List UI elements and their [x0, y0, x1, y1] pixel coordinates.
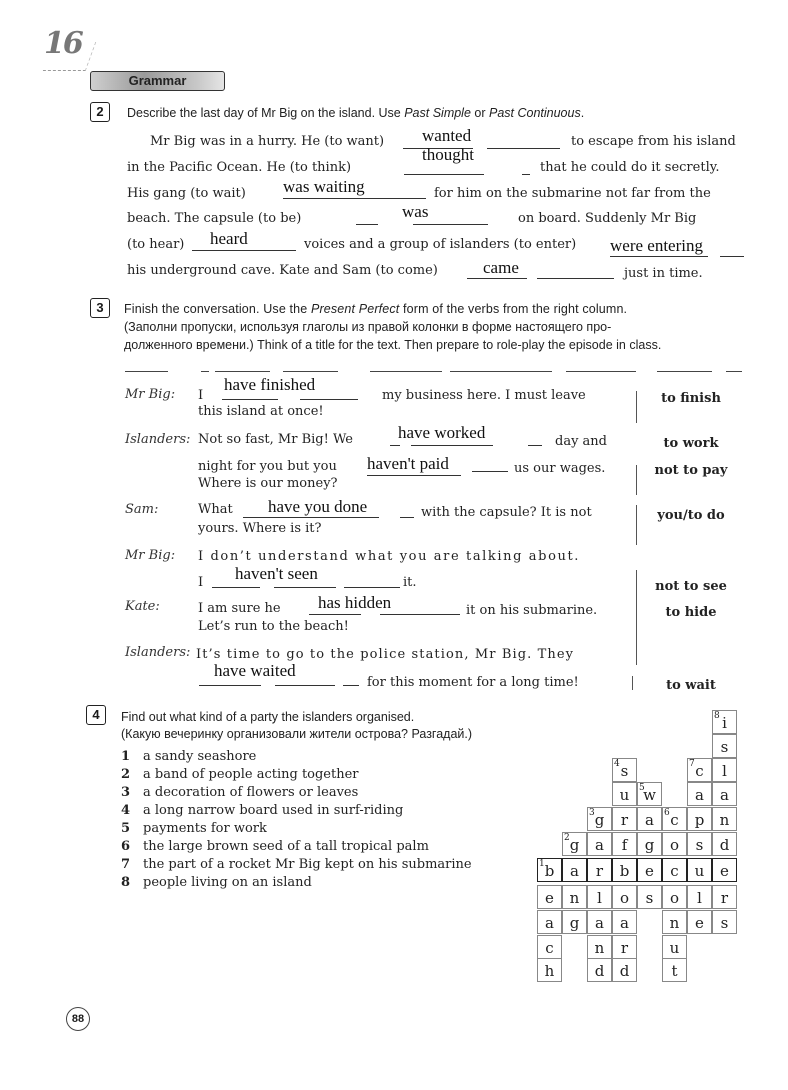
speaker-mr-big-2: Mr Big:	[125, 548, 176, 563]
speaker-islanders-2: Islanders:	[125, 645, 191, 660]
section-tag	[90, 71, 225, 91]
ex2-blank-5b	[610, 255, 708, 257]
dlg3-pre: What	[198, 502, 233, 517]
cell-letter: g	[594, 811, 605, 829]
crossword-cell[interactable]	[612, 858, 637, 882]
dlg4-answer[interactable]: haven't seen	[235, 564, 318, 583]
cell-letter: u	[619, 786, 630, 804]
ex2-line-4: beach. The capsule (to be)	[127, 211, 302, 226]
ex2-line-6: his underground cave. Kate and Sam (to come)	[127, 263, 438, 278]
dlg6-answer[interactable]: have waited	[214, 661, 296, 680]
cell-letter: g	[569, 914, 580, 932]
clue-number: 1	[539, 859, 545, 869]
cell-letter: l	[722, 762, 727, 780]
clue-5: 5 payments for work	[121, 821, 267, 836]
exercise-4-instruction-2: (Какую вечеринку организовали жители острова? Разгадай.)	[121, 727, 473, 741]
dlg2-line3: Where is our money?	[198, 476, 338, 491]
divider	[636, 465, 637, 495]
cell-letter: n	[594, 939, 605, 957]
dlg1-answer[interactable]: have finished	[224, 375, 316, 394]
dlg2-answer2[interactable]: haven't paid	[367, 454, 449, 473]
crossword-cell[interactable]	[562, 832, 587, 856]
dlg6-line1: It’s time to go to the police station, Mr Big. They	[196, 647, 575, 662]
section-label: Grammar	[128, 73, 187, 88]
dlg2-blank2b	[472, 470, 508, 472]
dlg1-pre: I	[198, 388, 204, 403]
verb-to-wait: to wait	[666, 678, 716, 693]
cell-letter: d	[619, 962, 630, 980]
cell-letter: i	[722, 714, 727, 732]
title-blank-8	[657, 371, 712, 373]
cell-letter: a	[595, 914, 604, 932]
exercise-3-instruction-2: (Заполни пропуски, используя глаголы из правой колонки в форме настоящего про-	[124, 320, 612, 334]
crossword-cell[interactable]	[687, 832, 712, 856]
crossword-cell[interactable]	[587, 958, 612, 982]
dlg2-blank-c	[528, 444, 542, 446]
crossword-cell[interactable]	[687, 782, 712, 806]
ex2-answer-5[interactable]: heard	[210, 229, 248, 248]
verb-to-work: to work	[663, 436, 719, 451]
dlg2-answer[interactable]: have worked	[398, 423, 486, 442]
cell-letter: a	[570, 862, 579, 880]
dlg2-line2-post: us our wages.	[514, 461, 606, 476]
cell-letter: c	[695, 762, 704, 780]
exercise-2-number: 2	[90, 102, 110, 122]
cell-letter: e	[545, 889, 554, 907]
cell-letter: a	[620, 914, 629, 932]
cell-letter: h	[544, 962, 555, 980]
dlg2-post: day and	[555, 434, 607, 449]
crossword-cell[interactable]	[637, 782, 662, 806]
dlg6-blank	[199, 684, 261, 686]
dlg5-answer[interactable]: has hidden	[318, 593, 392, 612]
ex2-answer-1[interactable]: wanted	[422, 126, 472, 145]
cell-letter: s	[720, 914, 729, 932]
ex2-line-3: His gang (to wait)	[127, 186, 246, 201]
crossword-cell[interactable]	[612, 832, 637, 856]
cell-letter: f	[621, 836, 628, 854]
crossword-cell[interactable]	[662, 858, 687, 882]
dlg3-answer[interactable]: have you done	[268, 497, 368, 516]
crossword-cell[interactable]	[537, 858, 562, 882]
verb-not-to-see: not to see	[655, 579, 727, 594]
clue-number: 8	[714, 711, 720, 721]
clue-number: 2	[564, 833, 570, 843]
crossword-cell[interactable]	[712, 832, 737, 856]
clue-number: 5	[639, 783, 645, 793]
crossword-cell[interactable]	[712, 758, 737, 782]
dlg5-blank-b	[380, 613, 460, 615]
title-blank-3	[215, 371, 270, 373]
crossword-cell[interactable]	[687, 758, 712, 782]
dlg4-line1: I don’t understand what you are talking about.	[198, 549, 581, 564]
crossword-cell[interactable]	[587, 832, 612, 856]
dlg5-line2: Let’s run to the beach!	[198, 619, 349, 634]
dlg6-blank-b	[275, 684, 335, 686]
divider	[636, 505, 637, 545]
title-blank-9	[726, 371, 742, 373]
clue-6: 6 the large brown seed of a tall tropical palm	[121, 839, 429, 854]
dlg3-blank	[243, 516, 379, 518]
exercise-3-number: 3	[90, 298, 110, 318]
crossword-cell[interactable]	[537, 910, 562, 934]
cell-letter: g	[644, 836, 655, 854]
verb-not-to-pay: not to pay	[654, 463, 728, 478]
dlg6-post: for this moment for a long time!	[367, 675, 579, 690]
cell-letter: l	[597, 889, 602, 907]
ex2-answer-4[interactable]: was	[402, 202, 429, 221]
divider	[636, 570, 637, 665]
dlg1-line2: this island at once!	[198, 404, 324, 419]
cell-letter: s	[645, 889, 654, 907]
dlg1-blank-b	[300, 398, 358, 400]
ex2-blank-2b	[522, 173, 530, 175]
clue-2: 2 a band of people acting together	[121, 767, 359, 782]
dlg4-post: it.	[403, 575, 417, 590]
crossword-cell[interactable]	[687, 858, 712, 882]
crossword-cell[interactable]	[637, 807, 662, 831]
clue-3: 3 a decoration of flowers or leaves	[121, 785, 359, 800]
crossword-cell[interactable]	[587, 935, 612, 959]
cell-letter: s	[720, 738, 729, 756]
ex2-blank-4a	[356, 223, 378, 225]
cell-letter: p	[694, 811, 705, 829]
crossword-cell[interactable]	[662, 832, 687, 856]
clue-number: 4	[614, 759, 620, 769]
clue-list	[121, 749, 472, 893]
cell-letter: o	[619, 889, 630, 907]
crossword-cell[interactable]	[662, 958, 687, 982]
cell-letter: t	[671, 962, 678, 980]
ex2-blank-5c	[720, 255, 744, 257]
dlg4-pre: I	[198, 575, 204, 590]
crossword-cell[interactable]	[637, 858, 662, 882]
cell-letter: d	[719, 836, 730, 854]
cell-letter: c	[545, 939, 554, 957]
cell-letter: u	[669, 939, 680, 957]
crossword-cell[interactable]	[537, 958, 562, 982]
crossword-cell[interactable]	[562, 858, 587, 882]
crossword-cell[interactable]	[712, 807, 737, 831]
cell-letter: a	[595, 836, 604, 854]
dlg3-line2: yours. Where is it?	[198, 521, 322, 536]
divider	[636, 391, 637, 423]
verb-you-to-do: you/to do	[657, 508, 725, 523]
cell-letter: o	[669, 889, 680, 907]
crossword-cell[interactable]	[662, 910, 687, 934]
ex2-line-4-post: on board. Suddenly Mr Big	[518, 211, 697, 226]
crossword-cell[interactable]	[712, 782, 737, 806]
speaker-islanders: Islanders:	[125, 432, 191, 447]
crossword-cell[interactable]	[712, 885, 737, 909]
cell-letter: r	[720, 889, 729, 907]
title-blank-4	[283, 371, 338, 373]
ex2-answer-3[interactable]: was waiting	[283, 177, 365, 196]
ex2-blank-2	[404, 173, 484, 175]
cell-letter: w	[643, 786, 656, 804]
cell-letter: c	[670, 811, 679, 829]
crossword-cell[interactable]	[712, 710, 737, 734]
cell-letter: d	[594, 962, 605, 980]
cell-letter: o	[669, 836, 680, 854]
exercise-3-instruction-3: долженного времени.) Think of a title for the text. Then prepare to role-play the episode in class.	[124, 338, 662, 352]
crossword-cell[interactable]	[587, 858, 612, 882]
clue-8: 8 people living on an island	[121, 875, 312, 890]
crossword-cell[interactable]	[712, 858, 737, 882]
crossword-cell[interactable]	[612, 935, 637, 959]
cell-letter: a	[695, 786, 704, 804]
ex2-blank-6	[467, 277, 527, 279]
clue-number: 3	[589, 808, 595, 818]
clue-number: 7	[689, 759, 695, 769]
cell-letter: r	[595, 862, 604, 880]
dlg4-blank-b	[274, 586, 336, 588]
cell-letter: c	[670, 862, 679, 880]
title-blank-7	[566, 371, 636, 373]
unit-number: 16	[44, 26, 82, 61]
ex2-line-5: (to hear)	[127, 237, 185, 252]
ex2-blank-3	[283, 197, 426, 199]
dlg4-blank	[212, 586, 260, 588]
dlg5-pre: I am sure he	[198, 601, 281, 616]
clue-7: 7 the part of a rocket Mr Big kept on his submarine	[121, 857, 472, 872]
speaker-sam: Sam:	[125, 502, 159, 517]
crossword-cell[interactable]	[537, 885, 562, 909]
dlg5-post: it on his submarine.	[466, 603, 598, 618]
crossword-cell[interactable]	[662, 935, 687, 959]
title-blank-1[interactable]	[125, 371, 168, 373]
title-blank-6	[450, 371, 552, 373]
speaker-kate: Kate:	[125, 599, 160, 614]
cell-letter: n	[669, 914, 680, 932]
verb-to-hide: to hide	[665, 605, 717, 620]
crossword-cell[interactable]	[612, 782, 637, 806]
crossword-cell[interactable]	[587, 807, 612, 831]
dlg1-post: my business here. I must leave	[382, 388, 586, 403]
cell-letter: s	[620, 762, 629, 780]
ex2-line-6-post: just in time.	[624, 266, 703, 281]
cell-letter: b	[544, 862, 555, 880]
crossword-cell[interactable]	[687, 885, 712, 909]
ex2-blank-1b	[487, 147, 560, 149]
dlg2-line2-pre: night for you but you	[198, 459, 337, 474]
ex2-answer-2[interactable]: thought	[422, 145, 474, 164]
crossword-cell[interactable]	[612, 758, 637, 782]
cell-letter: n	[719, 811, 730, 829]
crossword-cell[interactable]	[687, 910, 712, 934]
crossword-cell[interactable]	[537, 935, 562, 959]
exercise-4-number: 4	[86, 705, 106, 725]
exercise-4-instruction-1: Find out what kind of a party the islanders organised.	[121, 710, 415, 724]
crossword-cell[interactable]	[587, 910, 612, 934]
cell-letter: r	[620, 811, 629, 829]
divider	[632, 676, 633, 690]
crossword-cell[interactable]	[712, 910, 737, 934]
cell-letter: s	[695, 836, 704, 854]
cell-letter: b	[619, 862, 630, 880]
dlg5-blank	[309, 613, 361, 615]
crossword-cell[interactable]	[662, 885, 687, 909]
title-blank-5	[370, 371, 442, 373]
crossword-cell[interactable]	[562, 885, 587, 909]
crossword-cell[interactable]	[637, 885, 662, 909]
dlg1-blank	[222, 398, 278, 400]
dlg3-blank-b	[400, 516, 414, 518]
cell-letter: a	[645, 811, 654, 829]
cell-letter: n	[569, 889, 580, 907]
ex2-line-1-post: to escape from his island	[571, 134, 736, 149]
ex2-line-2: in the Pacific Ocean. He (to think)	[127, 160, 352, 175]
clue-number: 6	[664, 808, 670, 818]
ex2-blank-6b	[537, 277, 614, 279]
cell-letter: e	[695, 914, 704, 932]
cell-letter: e	[645, 862, 654, 880]
cell-letter: e	[720, 862, 729, 880]
verb-to-finish: to finish	[661, 391, 721, 406]
cell-letter: a	[545, 914, 554, 932]
dlg6-blank-c	[343, 684, 359, 686]
dlg2-pre: Not so fast, Mr Big! We	[198, 432, 353, 447]
cell-letter: l	[697, 889, 702, 907]
title-blank-2	[201, 371, 209, 373]
ex2-blank-5	[192, 249, 296, 251]
dlg2-blank2	[367, 474, 461, 476]
crossword-cell[interactable]	[612, 885, 637, 909]
crossword-cell[interactable]	[587, 885, 612, 909]
speaker-mr-big: Mr Big:	[125, 387, 176, 402]
crossword-grid	[537, 710, 737, 980]
dlg2-blank	[411, 444, 493, 446]
ex2-blank-4	[413, 223, 488, 225]
crossword-cell[interactable]	[662, 807, 687, 831]
crossword-cell[interactable]	[637, 832, 662, 856]
clue-4: 4 a long narrow board used in surf-riding	[121, 803, 404, 818]
crossword-cell[interactable]	[712, 734, 737, 758]
dlg2-blank-a	[390, 444, 400, 446]
clue-1: 1 a sandy seashore	[121, 749, 257, 764]
ex2-answer-6[interactable]: came	[483, 258, 519, 277]
cell-letter: a	[720, 786, 729, 804]
crossword-cell[interactable]	[612, 958, 637, 982]
page-number: 88	[66, 1007, 90, 1031]
exercise-2-instruction: Describe the last day of Mr Big on the island. Use Past Simple or Past Continuous.	[127, 106, 585, 120]
crossword-cell[interactable]	[562, 910, 587, 934]
cell-letter: u	[694, 862, 705, 880]
crossword-cell[interactable]	[612, 807, 637, 831]
cell-letter: g	[569, 836, 580, 854]
dlg4-blank-c	[344, 586, 400, 588]
dlg3-post: with the capsule? It is not	[421, 505, 592, 520]
crossword-cell[interactable]	[612, 910, 637, 934]
exercise-3-instruction-1: Finish the conversation. Use the Present Perfect form of the verbs from the right column.	[124, 302, 628, 316]
cell-letter: r	[620, 939, 629, 957]
ex2-line-1: Mr Big was in a hurry. He (to want)	[150, 134, 385, 149]
ex2-answer-5b[interactable]: were entering	[610, 236, 703, 255]
crossword-cell[interactable]	[687, 807, 712, 831]
ex2-line-3-post: for him on the submarine not far from the	[434, 186, 711, 201]
ex2-line-5-post: voices and a group of islanders (to enter)	[304, 237, 577, 252]
ex2-line-2-post: that he could do it secretly.	[540, 160, 720, 175]
